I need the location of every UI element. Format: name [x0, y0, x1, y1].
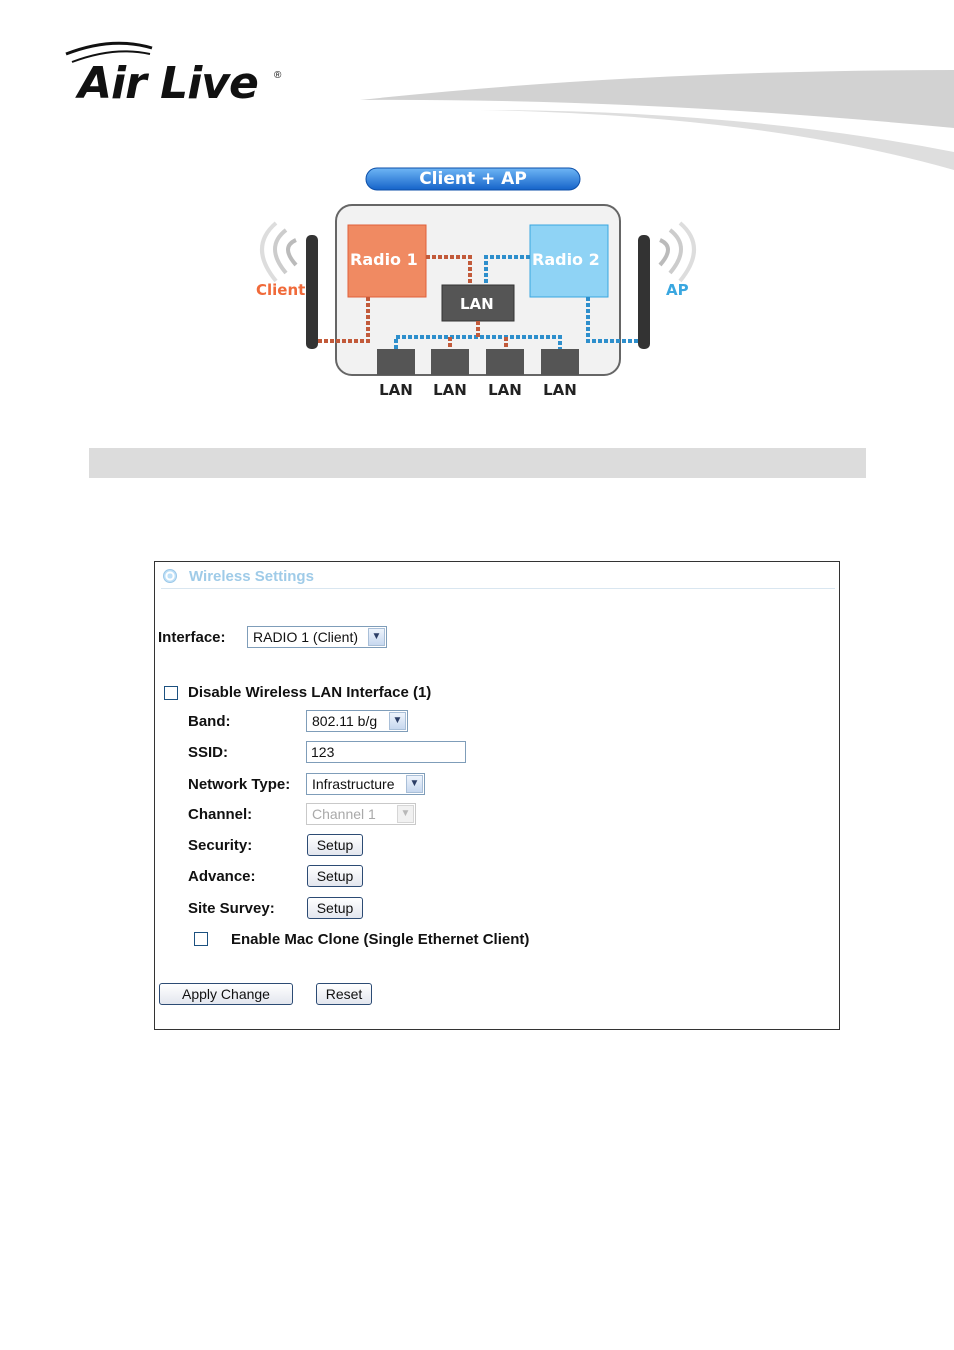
mac-clone-label: Enable Mac Clone (Single Ethernet Client) [231, 931, 530, 948]
advance-label: Advance: [188, 868, 256, 885]
logo-text: Air Live [78, 58, 258, 109]
chevron-down-icon: ▼ [397, 805, 414, 823]
network-type-select[interactable] [306, 773, 425, 795]
advance-setup-button[interactable]: Setup [307, 865, 363, 887]
diagram-graphic [250, 165, 710, 405]
security-label: Security: [188, 837, 253, 854]
mac-clone-checkbox[interactable] [194, 932, 208, 946]
interface-select[interactable] [247, 626, 387, 648]
client-label: Client [256, 281, 306, 299]
reset-button[interactable]: Reset [316, 983, 372, 1005]
interface-select-value: RADIO 1 (Client) [253, 629, 359, 645]
radio2-label: Radio 2 [532, 250, 600, 269]
panel-title: Wireless Settings [189, 568, 314, 585]
network-type-select-value: Infrastructure [312, 776, 395, 792]
logo-registered-mark: ® [274, 70, 282, 81]
lan-port-label: LAN [433, 381, 467, 399]
disable-wlan-label: Disable Wireless LAN Interface (1) [188, 684, 432, 701]
interface-label: Interface: [158, 629, 226, 646]
section-divider-bar [89, 448, 866, 478]
disable-wlan-checkbox[interactable] [164, 686, 178, 700]
channel-label: Channel: [188, 806, 253, 823]
airlive-logo [62, 40, 292, 110]
diagram-title: Client + AP [419, 169, 527, 189]
header-swoosh [340, 60, 954, 180]
band-select-value: 802.11 b/g [312, 713, 378, 729]
security-setup-button[interactable]: Setup [307, 834, 363, 856]
site-survey-label: Site Survey: [188, 900, 275, 917]
chevron-down-icon[interactable]: ▼ [368, 628, 385, 646]
ssid-input[interactable]: 123 [306, 741, 466, 763]
settings-bullet-icon [163, 569, 177, 583]
ap-label: AP [666, 281, 689, 299]
channel-select-value: Channel 1 [312, 806, 376, 822]
wireless-settings-panel [154, 561, 840, 1030]
channel-select [306, 803, 416, 825]
ssid-label: SSID: [188, 744, 229, 761]
radio1-label: Radio 1 [350, 250, 418, 269]
lan-port-label: LAN [379, 381, 413, 399]
chevron-down-icon[interactable]: ▼ [406, 775, 423, 793]
band-label: Band: [188, 713, 231, 730]
lan-port-label: LAN [543, 381, 577, 399]
apply-change-button[interactable]: Apply Change [159, 983, 293, 1005]
lan-center-label: LAN [460, 295, 494, 313]
client-ap-diagram [250, 165, 710, 405]
chevron-down-icon[interactable]: ▼ [389, 712, 406, 730]
band-select[interactable] [306, 710, 408, 732]
site-survey-setup-button[interactable]: Setup [307, 897, 363, 919]
lan-port-label: LAN [488, 381, 522, 399]
network-type-label: Network Type: [188, 776, 291, 793]
panel-header [161, 566, 835, 589]
